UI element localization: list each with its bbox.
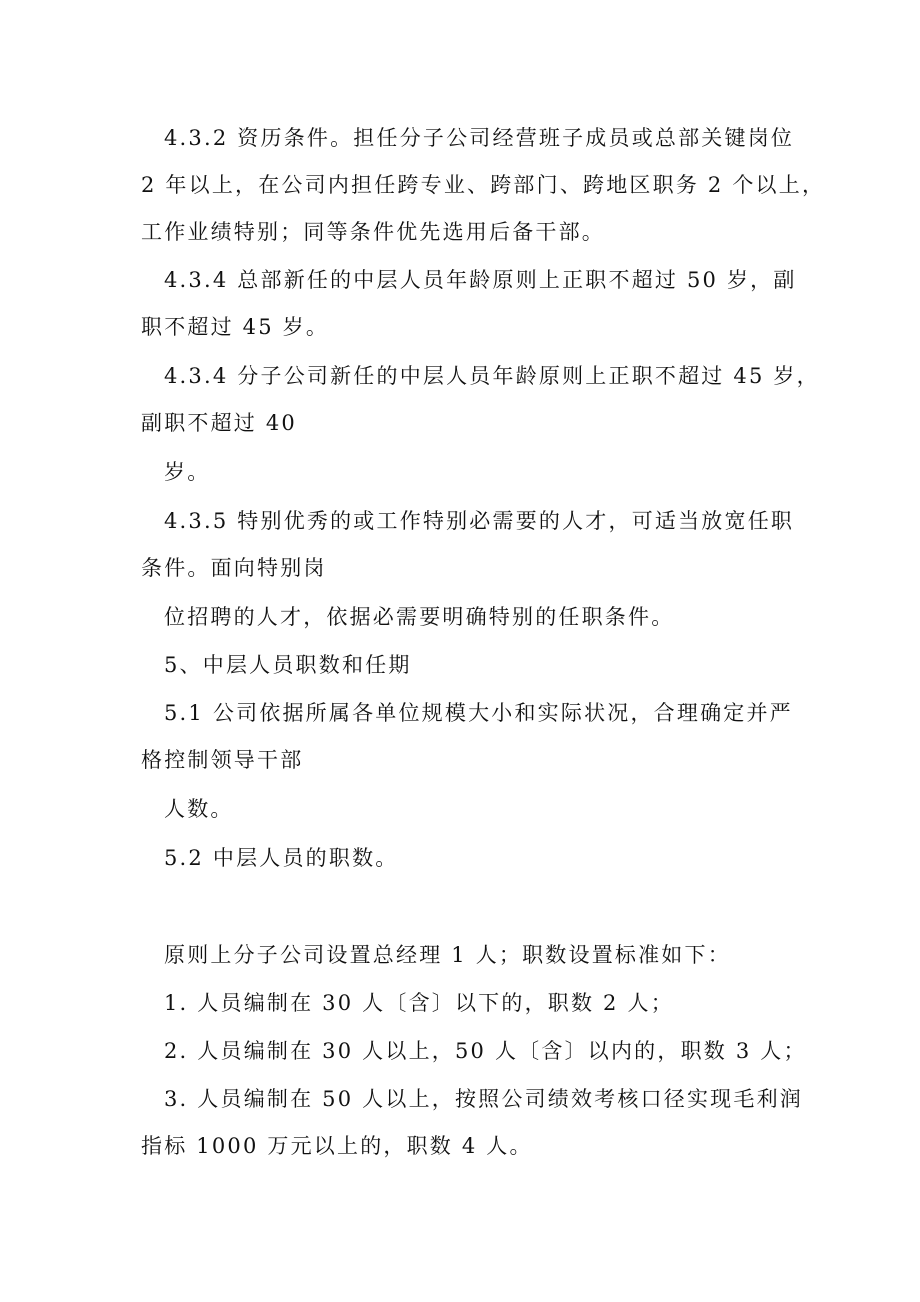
text-line: 格控制领导干部 (141, 748, 304, 772)
text-line: 岁。 (164, 460, 211, 484)
text-line: 4.3.5 特别优秀的或工作特别必需要的人才，可适当放宽任职 (164, 509, 795, 533)
text-line: 人数。 (164, 797, 234, 821)
text-line: 4.3.4 总部新任的中层人员年龄原则上正职不超过 50 岁，副 (164, 268, 797, 292)
text-line: 副职不超过 40 (141, 411, 297, 435)
list-item: 1. 人员编制在 30 人〔含〕以下的，职数 2 人； (164, 991, 674, 1015)
text-line: 职不超过 45 岁。 (141, 315, 330, 339)
section-heading: 5、中层人员职数和任期 (164, 653, 412, 677)
text-line: 原则上分子公司设置总经理 1 人；职数设置标准如下： (164, 943, 731, 967)
list-item: 3. 人员编制在 50 人以上，按照公司绩效考核口径实现毛利润 (164, 1087, 803, 1111)
text-line: 4.3.2 资历条件。担任分子公司经营班子成员或总部关键岗位 (164, 126, 795, 150)
list-item: 2. 人员编制在 30 人以上，50 人〔含〕以内的，职数 3 人； (164, 1039, 807, 1063)
text-line: 位招聘的人才，依据必需要明确特别的任职条件。 (164, 605, 675, 629)
text-line: 条件。面向特别岗 (141, 556, 327, 580)
text-line: 5.1 公司依据所属各单位规模大小和实际状况，合理确定并严 (164, 701, 793, 725)
text-line: 4.3.4 分子公司新任的中层人员年龄原则上正职不超过 45 岁， (164, 364, 820, 388)
text-line: 5.2 中层人员的职数。 (164, 846, 399, 870)
list-item: 指标 1000 万元以上的，职数 4 人。 (141, 1134, 533, 1158)
text-line: 工作业绩特别；同等条件优先选用后备干部。 (141, 220, 605, 244)
text-line: 2 年以上，在公司内担任跨专业、跨部门、跨地区职务 2 个以上， (141, 173, 826, 197)
